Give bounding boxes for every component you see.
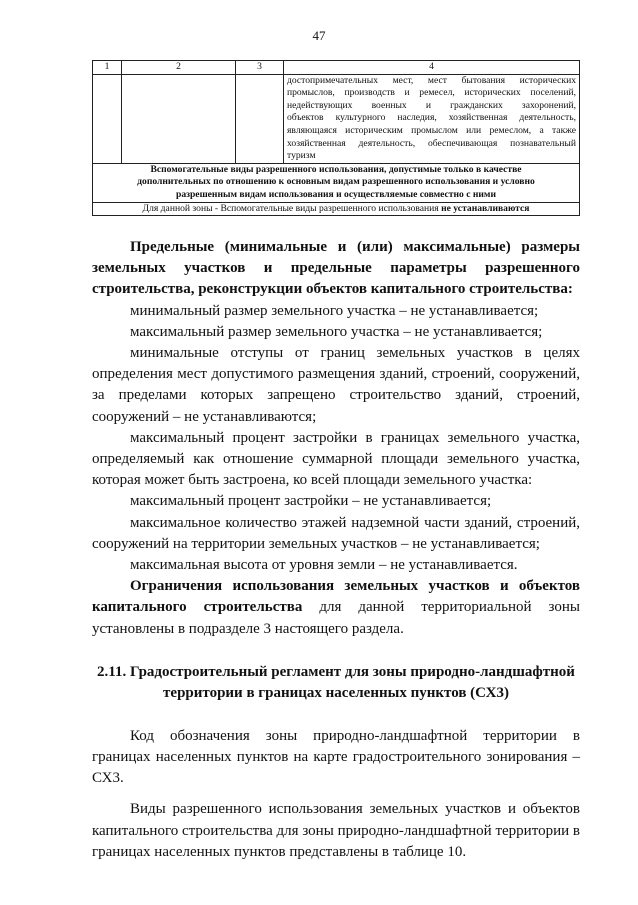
setbacks-paragraph: минимальные отступы от границ земельных участков в целях определения мест допустимого размещения зданий, строений, сооружений, за пределами которых запрещено строительство зданий, строений, сооружений – не устанавливаются;	[92, 345, 580, 425]
description-line: хозяйственная деятельность, обеспечивающая познавательный	[287, 137, 576, 149]
permitted-uses-paragraph: Виды разрешенного использования земельных участков и объектов капитального строительства для зоны природно-ландшафтной территории в границах населенных пунктов представлены в таблице 10.	[92, 801, 580, 860]
aux-note-row	[93, 202, 580, 216]
min-size-paragraph: минимальный размер земельного участка – не устанавливается;	[130, 302, 539, 319]
limits-heading-text: Предельные (минимальные и (или) максимальные) размеры земельных участков и предельные параметры разрешенного строительства, реконструкции объектов капитального строительства:	[92, 239, 580, 298]
zone-code-paragraph: Код обозначения зоны природно-ландшафтной территории в границах населенных пунктов на карте градостроительного зонирования – СХ3.	[92, 727, 580, 787]
table-cell-empty	[122, 74, 236, 163]
aux-heading-line: дополнительных по отношению к основным видам разрешенного использования и условно	[137, 176, 535, 188]
regulation-table	[92, 60, 580, 216]
limits-heading	[92, 237, 580, 301]
description-line: туризм	[287, 150, 316, 162]
max-coverage-definition: максимальный процент застройки в границах земельного участка, определяемый как отношение суммарной площади земельного участка, которая может быть застроена, ко всей площади земельного участка:	[92, 429, 580, 489]
restrictions-bold: Ограничения использования земельных участков и объектов капитального строительства	[92, 578, 580, 616]
page-number: 47	[312, 28, 326, 43]
max-floors-paragraph: максимальное количество этажей надземной части зданий, строений, сооружений на территории земельных участков – не устанавливается;	[92, 514, 580, 552]
aux-heading-row	[93, 163, 580, 202]
description-line: промыслов, производств и ремесел, исторических поселений,	[287, 87, 576, 99]
table-header-row	[93, 61, 580, 75]
restrictions-paragraph	[92, 576, 580, 640]
aux-note-text: Для данной зоны - Вспомогательные виды разрешенного использования	[142, 202, 439, 214]
aux-heading-cell	[93, 163, 580, 202]
description-line: объектов культурного наследия, хозяйственная деятельность,	[287, 112, 576, 124]
table-cell-description	[284, 74, 580, 163]
section-heading-line: территории в границах населенных пунктов (СХ3)	[163, 684, 509, 701]
section-heading-line: 2.11. Градостроительный регламент для зоны природно-ландшафтной	[97, 663, 575, 680]
description-line: недействующих военных и гражданских захоронений,	[287, 99, 576, 111]
section-heading	[92, 662, 580, 704]
max-size-paragraph: максимальный размер земельного участка – не устанавливается;	[130, 323, 543, 340]
restrictions-text: для данной территориальной зоны установлены в подразделе 3 настоящего раздела.	[92, 599, 580, 637]
aux-heading-line: Вспомогательные виды разрешенного использования, допустимые только в качестве	[150, 163, 522, 175]
header-cell-2: 2	[122, 61, 236, 75]
table-cell-empty	[93, 74, 122, 163]
header-cell-3: 3	[236, 61, 284, 75]
header-cell-1: 1	[93, 61, 122, 75]
description-line: являющаяся историческим промыслом или ремеслом, а также	[287, 124, 576, 136]
document-body	[92, 237, 580, 863]
table-cell-empty	[236, 74, 284, 163]
description-line: достопримечательных мест, мест бытования исторических	[287, 74, 576, 86]
aux-heading-line: разрешенным видам использования и осуществляемые совместно с ними	[175, 188, 496, 200]
aux-note-cell	[93, 202, 580, 216]
table-row	[93, 74, 580, 163]
header-cell-4: 4	[284, 61, 580, 75]
max-coverage-paragraph: максимальный процент застройки – не устанавливается;	[130, 493, 492, 510]
aux-note-bold: не устанавливаются	[441, 202, 530, 214]
max-height-paragraph: максимальная высота от уровня земли – не устанавливается.	[130, 557, 518, 574]
